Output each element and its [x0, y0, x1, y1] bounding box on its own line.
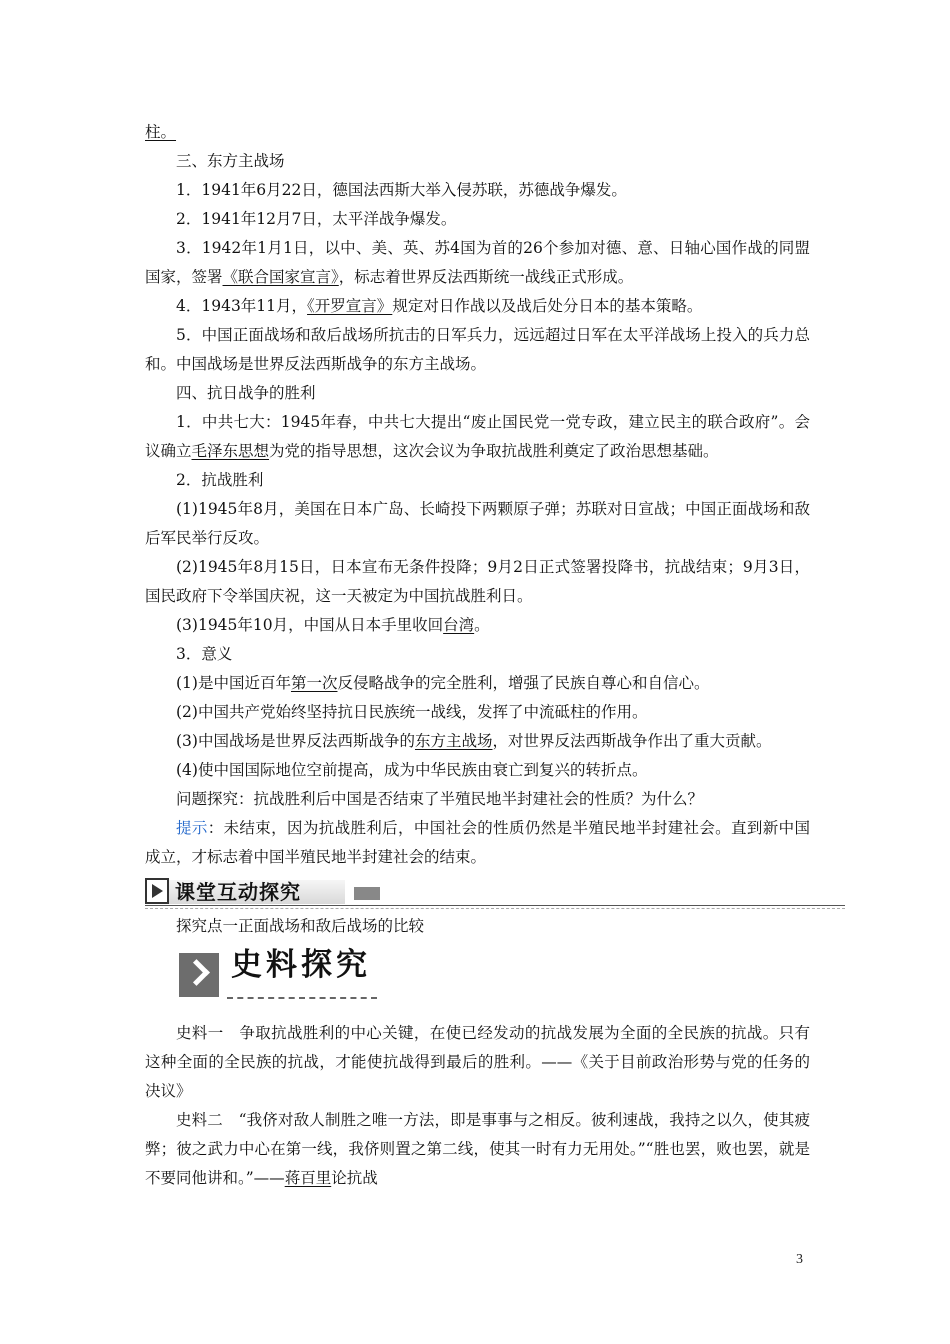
paragraph: (3)1945年10月，中国从日本手里收回台湾。 — [176, 616, 490, 634]
paragraph: (3)中国战场是世界反法西斯战争的东方主战场，对世界反法西斯战争作出了重大贡献。 — [176, 732, 772, 750]
underlined-term: 台湾 — [443, 616, 475, 634]
explore-heading: 探究点一正面战场和敌后战场的比较 — [176, 917, 425, 935]
paragraph: 2．1941年12月7日，太平洋战争爆发。 — [176, 210, 457, 228]
section-heading: 三、东方主战场 — [176, 152, 285, 170]
underlined-term: 蒋百里 — [284, 1169, 332, 1187]
banner-title: 课堂互动探究 — [175, 880, 301, 904]
banner-rule — [145, 905, 845, 906]
paragraph: (2)中国共产党始终坚持抗日民族统一战线，发挥了中流砥柱的作用。 — [176, 703, 648, 721]
paragraph: (1)1945年8月，美国在日本广岛、长崎投下两颗原子弹；苏联对日宣战；中国正面战场和敌后军民举行反攻。 — [145, 500, 810, 547]
underlined-term: 毛泽东思想 — [191, 442, 270, 460]
underlined-term: 第一次 — [290, 674, 338, 692]
paragraph: (2)1945年8月15日，日本宣布无条件投降；9月2日正式签署投降书，抗战结束；9月3日，国民政府下令举国庆祝，这一天被定为中国抗战胜利日。 — [145, 558, 810, 605]
chevron-icon — [179, 953, 219, 997]
banner-tail — [354, 887, 380, 900]
paragraph: 1．1941年6月22日，德国法西斯大举入侵苏联，苏德战争爆发。 — [176, 181, 627, 199]
underlined-term: 东方主战场 — [414, 732, 493, 750]
document-body — [145, 118, 810, 1193]
section-banner-sources — [141, 949, 810, 1007]
paragraph: 3．意义 — [176, 645, 233, 663]
paragraph: (1)是中国近百年第一次反侵略战争的完全胜利，增强了民族自尊心和自信心。 — [176, 674, 710, 692]
section-heading: 四、抗日战争的胜利 — [176, 384, 316, 402]
question: 问题探究：抗战胜利后中国是否结束了半殖民地半封建社会的性质？为什么？ — [176, 790, 704, 808]
section-banner-classroom — [139, 872, 845, 908]
paragraph: 4．1943年11月，《开罗宣言》规定对日作战以及战后处分日本的基本策略。 — [176, 297, 703, 315]
underlined-term: 《联合国家宣言》 — [222, 268, 339, 286]
banner-dash — [227, 997, 377, 999]
paragraph: 3．1942年1月1日，以中、美、英、苏4国为首的26个参加对德、意、日轴心国作战的同盟国家，签署《联合国家宣言》，标志着世界反法西斯统一战线正式形成。 — [145, 239, 810, 286]
paragraph: 1．中共七大：1945年春，中共七大提出“废止国民党一党专政，建立民主的联合政府”。会议确立毛泽东思想为党的指导思想，这次会议为争取抗战胜利奠定了政治思想基础。 — [145, 413, 810, 460]
underlined-term: 《开罗宣言》 — [307, 297, 393, 315]
source-paragraph: 史料一 争取抗战胜利的中心关键，在使已经发动的抗战发展为全面的全民族的抗战。只有这种全面的全民族的抗战，才能使抗战得到最后的胜利。——《关于目前政治形势与党的任务的决议》 — [145, 1024, 810, 1100]
page-number: 3 — [796, 1252, 803, 1267]
banner-title: 史料探究 — [231, 947, 371, 983]
paragraph: 2．抗战胜利 — [176, 471, 264, 489]
banner-rule-dashed — [145, 908, 845, 909]
text-line: 柱。 — [145, 123, 177, 141]
arrow-icon — [145, 878, 169, 904]
paragraph: (4)使中国国际地位空前提高，成为中华民族由衰亡到复兴的转折点。 — [176, 761, 648, 779]
paragraph: 5．中国正面战场和敌后战场所抗击的日军兵力，远远超过日军在太平洋战场上投入的兵力总和。中国战场是世界反法西斯战争的东方主战场。 — [145, 326, 810, 373]
hint-label: 提示 — [176, 819, 208, 837]
source-paragraph: 史料二 “我侪对敌人制胜之唯一方法，即是事事与之相反。彼利速战，我持之以久，使其疲弊；彼之武力中心在第一线，我侪则置之第二线，使其一时有力无用处。”“胜也罢，败也罢，就是不要同他讲和。”——蒋百里论抗战 — [145, 1111, 810, 1187]
hint-paragraph: 提示：未结束，因为抗战胜利后，中国社会的性质仍然是半殖民地半封建社会。直到新中国成立，才标志着中国半殖民地半封建社会的结束。 — [145, 819, 810, 866]
